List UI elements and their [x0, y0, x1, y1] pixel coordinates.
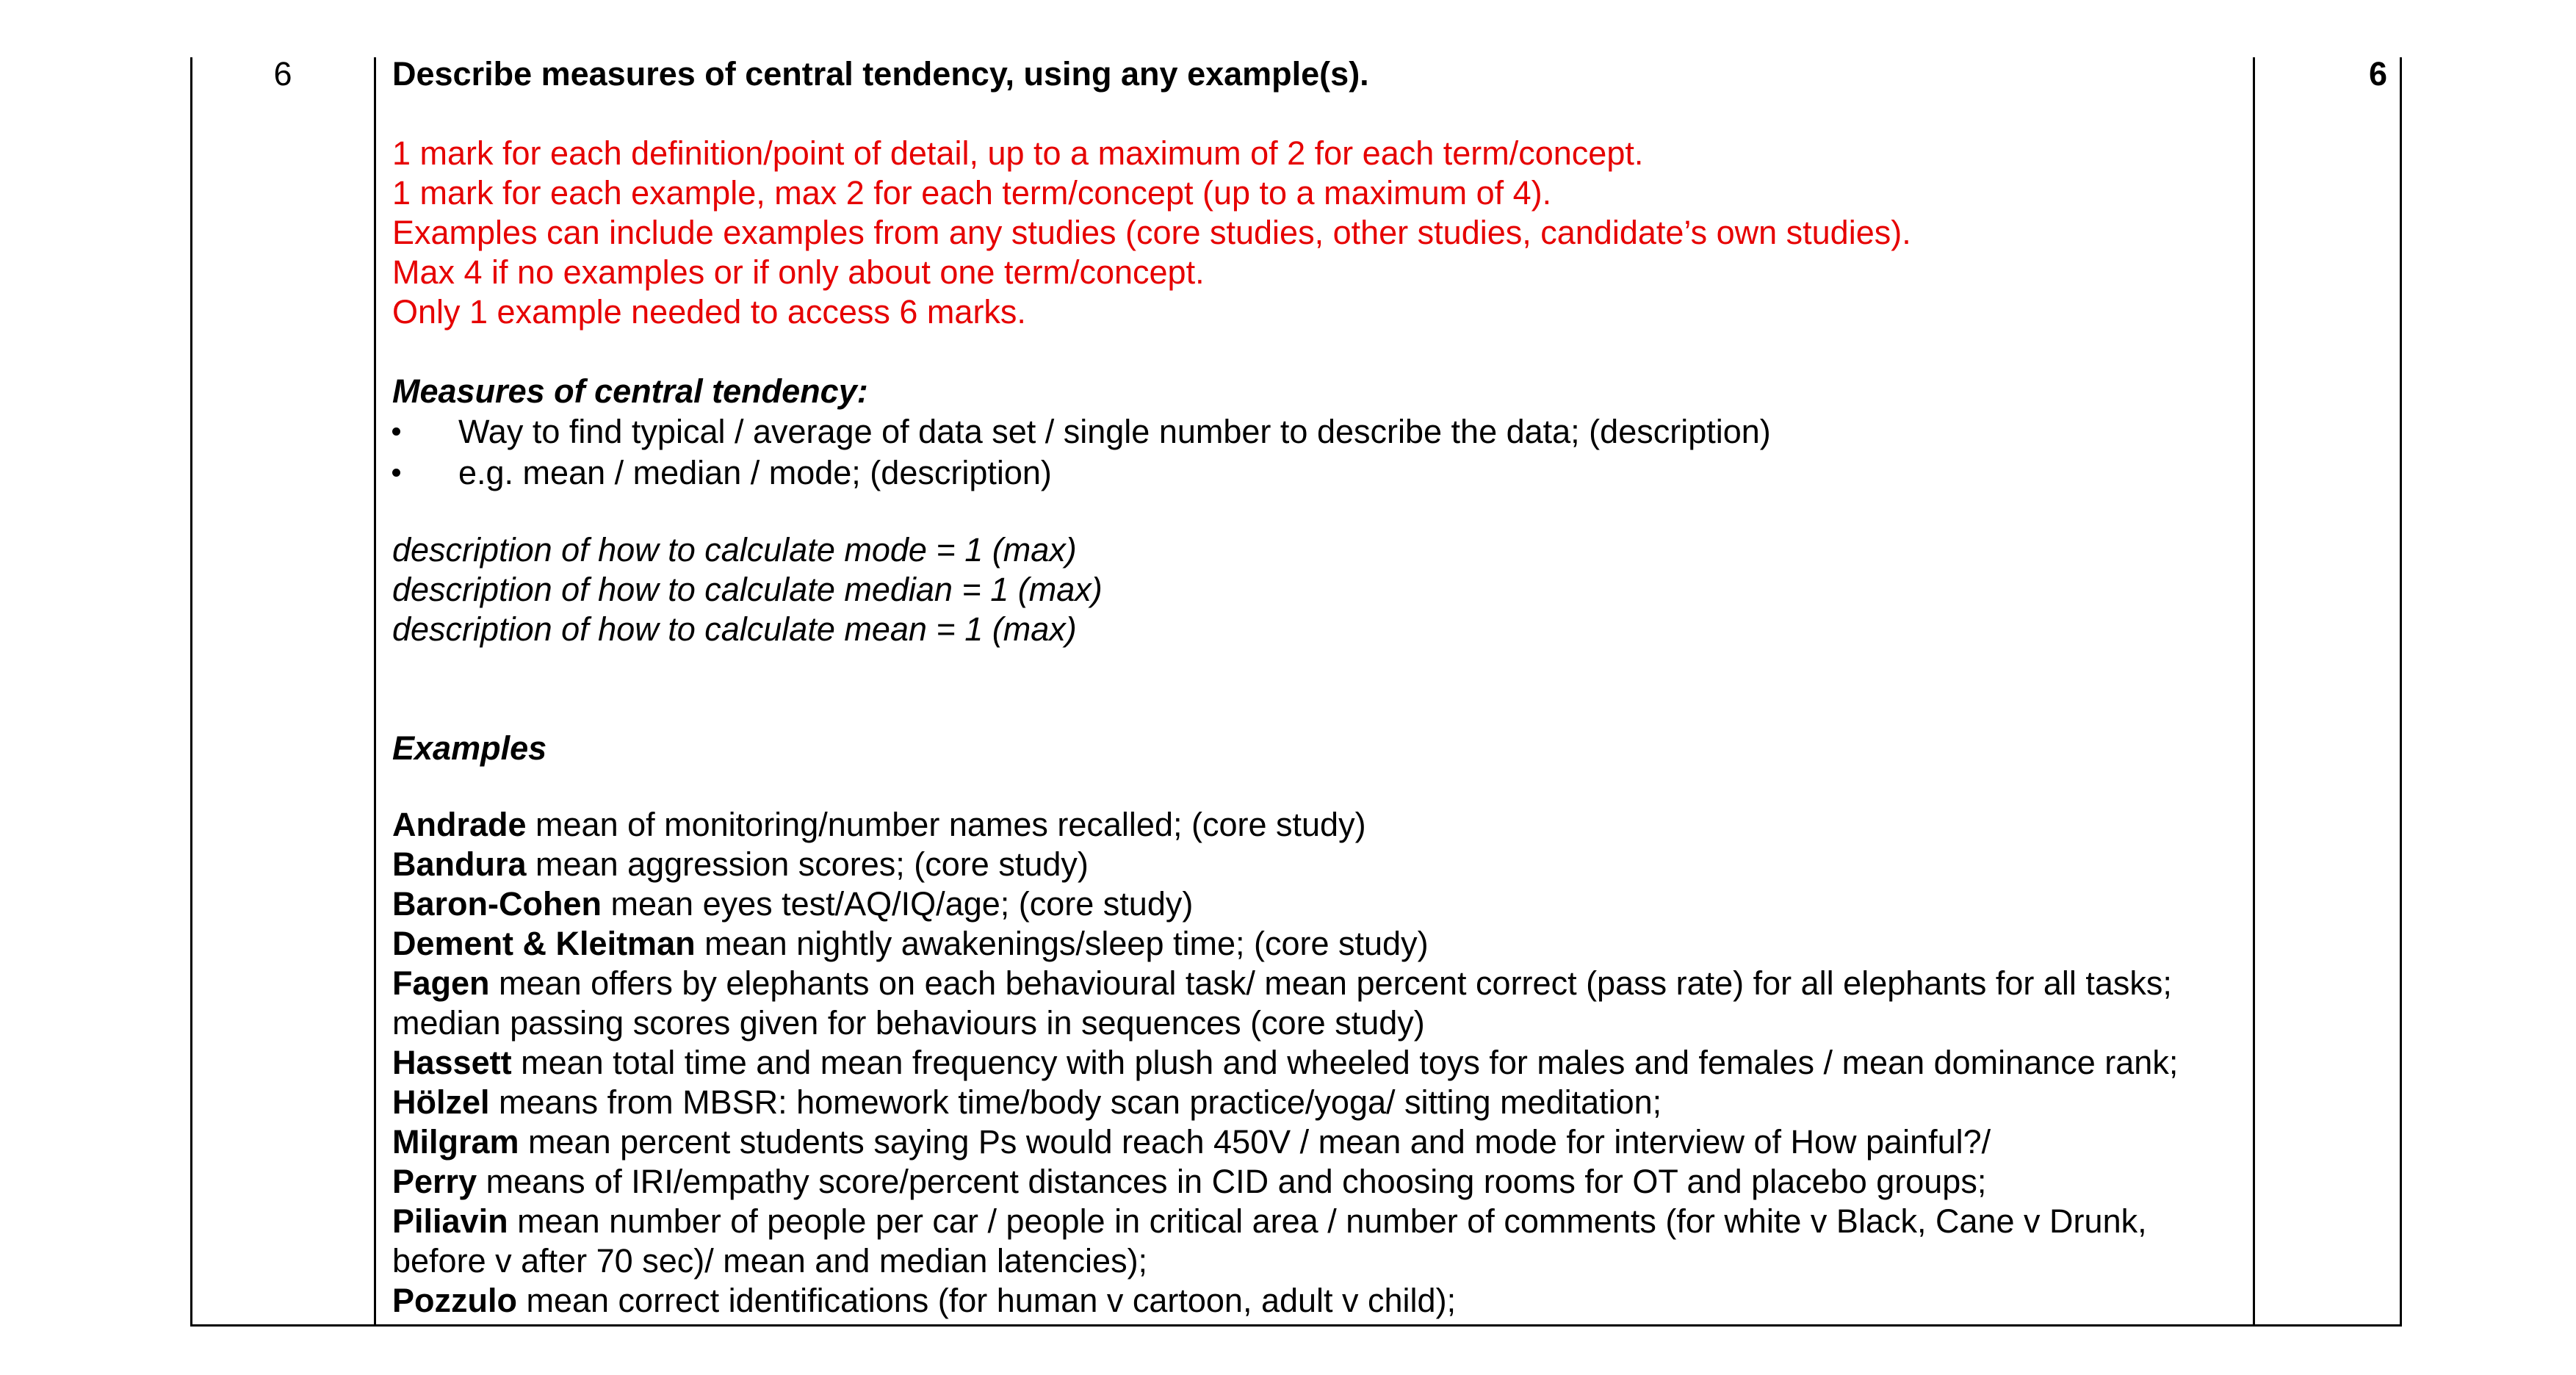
example-study-name: Hölzel [392, 1083, 490, 1121]
examples-list [392, 805, 2258, 1321]
example-text: before v after 70 sec)/ mean and median latencies); [392, 1242, 1148, 1280]
bullet-icon [392, 452, 458, 494]
bullet-item [392, 411, 2258, 452]
example-line [392, 845, 2258, 884]
example-study-name: Baron-Cohen [392, 885, 602, 923]
examples-heading: Examples [392, 729, 547, 767]
example-text: mean nightly awakenings/sleep time; (core study) [695, 925, 1429, 962]
question-text: Describe measures of central tendency, using any example(s). [392, 55, 1369, 93]
example-study-name: Bandura [392, 845, 527, 883]
example-text: mean of monitoring/number names recalled; (core study) [526, 806, 1366, 843]
description-line: description of how to calculate median = 1 (max) [392, 571, 1103, 608]
bullet-icon [392, 411, 458, 452]
example-text: mean correct identifications (for human v cartoon, adult v child); [516, 1282, 1457, 1319]
example-study-name: Dement & Kleitman [392, 925, 696, 962]
example-line [392, 1122, 2258, 1162]
example-study-name: Perry [392, 1163, 477, 1200]
example-line [392, 924, 2258, 964]
table-divider-question-col [374, 57, 376, 1327]
guidance-line: 1 mark for each example, max 2 for each term/concept (up to a maximum of 4). [392, 174, 1552, 212]
example-line [392, 964, 2258, 1003]
description-line: description of how to calculate mean = 1 (max) [392, 610, 1077, 648]
question-marks: 6 [2368, 55, 2387, 93]
example-line [392, 884, 2258, 924]
measures-heading: Measures of central tendency: [392, 372, 868, 410]
table-border-bottom [190, 1324, 2402, 1327]
example-study-name: Pozzulo [392, 1282, 517, 1319]
answer-content [392, 54, 2258, 1321]
example-line [392, 1083, 2258, 1122]
bullet-item [392, 452, 2258, 494]
example-line [392, 1202, 2258, 1241]
example-line [392, 1281, 2258, 1321]
table-border-right [2400, 57, 2402, 1327]
example-text: means of IRI/empathy score/percent distances in CID and choosing rooms for OT and placebo groups; [477, 1163, 1987, 1200]
description-line: description of how to calculate mode = 1 (max) [392, 531, 1077, 569]
example-study-name: Andrade [392, 806, 527, 843]
example-text: mean aggression scores; (core study) [526, 845, 1089, 883]
guidance-line: 1 mark for each definition/point of detail, up to a maximum of 2 for each term/concept. [392, 134, 1644, 172]
example-text: mean eyes test/AQ/IQ/age; (core study) [602, 885, 1194, 923]
example-text: mean total time and mean frequency with plush and wheeled toys for males and females / mean dominance rank; [511, 1044, 2179, 1081]
example-text: mean percent students saying Ps would reach 450V / mean and mode for interview of How painful?/ [519, 1123, 1991, 1161]
example-line [392, 1162, 2258, 1202]
example-text: mean offers by elephants on each behavioural task/ mean percent correct (pass rate) for all elephants for all tasks; [489, 964, 2172, 1002]
example-study-name: Milgram [392, 1123, 519, 1161]
example-line [392, 1003, 2258, 1043]
example-line [392, 1043, 2258, 1083]
guidance-line: Only 1 example needed to access 6 marks. [392, 293, 1026, 331]
guidance-line: Examples can include examples from any studies (core studies, other studies, candidate’s own studies). [392, 214, 1911, 251]
guidance-line: Max 4 if no examples or if only about one term/concept. [392, 253, 1205, 291]
example-study-name: Piliavin [392, 1202, 508, 1240]
example-text: means from MBSR: homework time/body scan practice/yoga/ sitting meditation; [489, 1083, 1662, 1121]
guidance-block [392, 134, 2258, 332]
bullet-text: e.g. mean / median / mode; (description) [458, 454, 1052, 491]
question-number: 6 [273, 55, 292, 93]
example-study-name: Fagen [392, 964, 490, 1002]
example-study-name: Hassett [392, 1044, 512, 1081]
example-line [392, 805, 2258, 845]
example-text: median passing scores given for behaviours in sequences (core study) [392, 1004, 1425, 1042]
table-border-left [190, 57, 192, 1327]
bullet-text: Way to find typical / average of data set / single number to describe the data; (description) [458, 413, 1771, 450]
example-text: mean number of people per car / people in critical area / number of comments (for white v Black, Cane v Drunk, [508, 1202, 2147, 1240]
example-line [392, 1241, 2258, 1281]
